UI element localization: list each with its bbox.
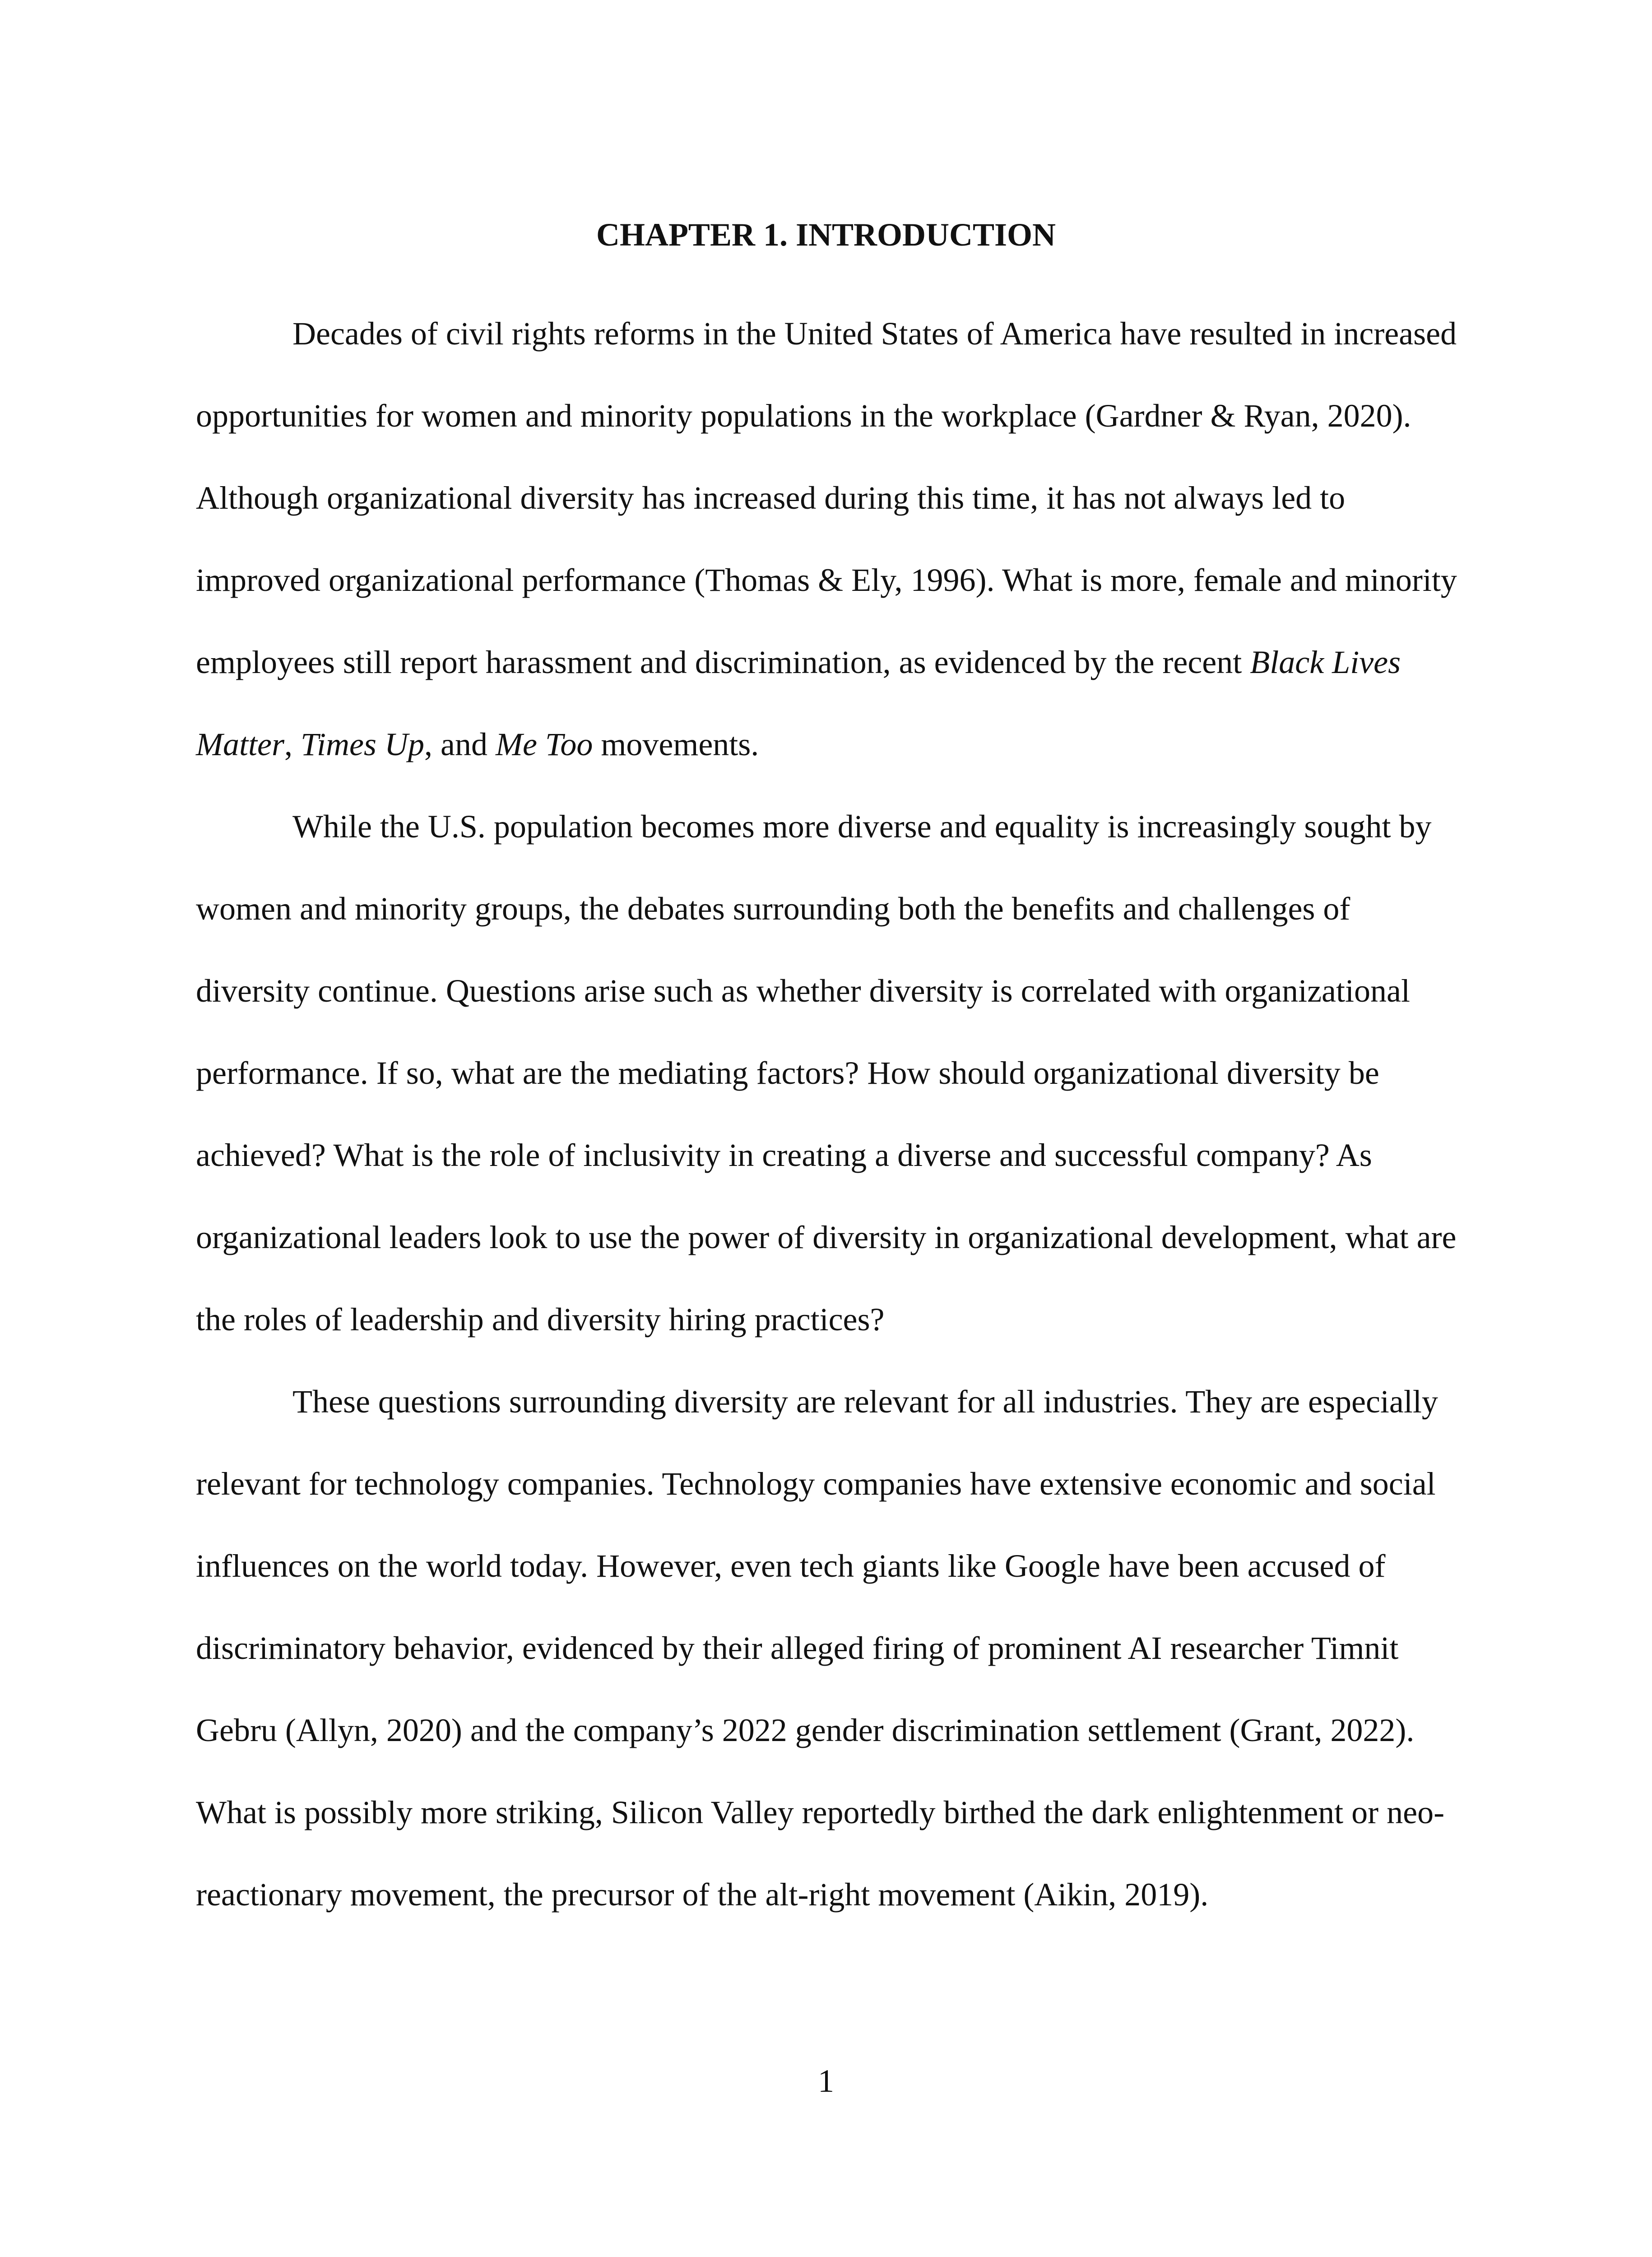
italic-times-up: Times Up [300,726,425,762]
italic-me-too: Me Too [495,726,593,762]
chapter-heading: CHAPTER 1. INTRODUCTION [596,217,1056,253]
page-number: 1 [818,2063,834,2099]
paragraph-1-text-1: Decades of civil rights reforms in the United States of America have resulted in increased opportunities for women and minority populations in the workplace (Gardner & Ryan, 2020). Although organizational diversity has increased during this time, it has not always led to improved organizational performance (Thomas & Ely, 1996). What is more, female and minority employees still report harassment and discrimination, as evidenced by the recent [196,316,1457,680]
body-text [196,293,1469,1936]
paragraph-1-text-4: movements. [593,726,759,762]
paragraph-1-text-2: , [284,726,301,762]
paragraph-3: These questions surrounding diversity are relevant for all industries. They are especially relevant for technology companies. Technology companies have extensive economic and social influences on the world today. However, even tech giants like Google have been accused of discriminatory behavior, evidenced by their alleged firing of prominent AI researcher Timnit Gebru (Allyn, 2020) and the company’s 2022 gender discrimination settlement (Grant, 2022). What is possibly more striking, Silicon Valley reportedly birthed the dark enlightenment or neo-reactionary movement, the precursor of the alt-right movement (Aikin, 2019). [196,1384,1445,1913]
paragraph-1-text-3: , and [424,726,496,762]
italic-black-lives-matter: Black Lives Matter [196,644,1401,762]
paragraph-1 [196,293,1469,785]
paragraph-2: While the U.S. population becomes more diverse and equality is increasingly sought by women and minority groups, the debates surrounding both the benefits and challenges of diversity continue. Questions arise such as whether diversity is correlated with organizational performance. If so, what are the mediating factors? How should organizational diversity be achieved? What is the role of inclusivity in creating a diverse and successful company? As organizational leaders look to use the power of diversity in organizational development, what are the roles of leadership and diversity hiring practices? [196,808,1457,1337]
